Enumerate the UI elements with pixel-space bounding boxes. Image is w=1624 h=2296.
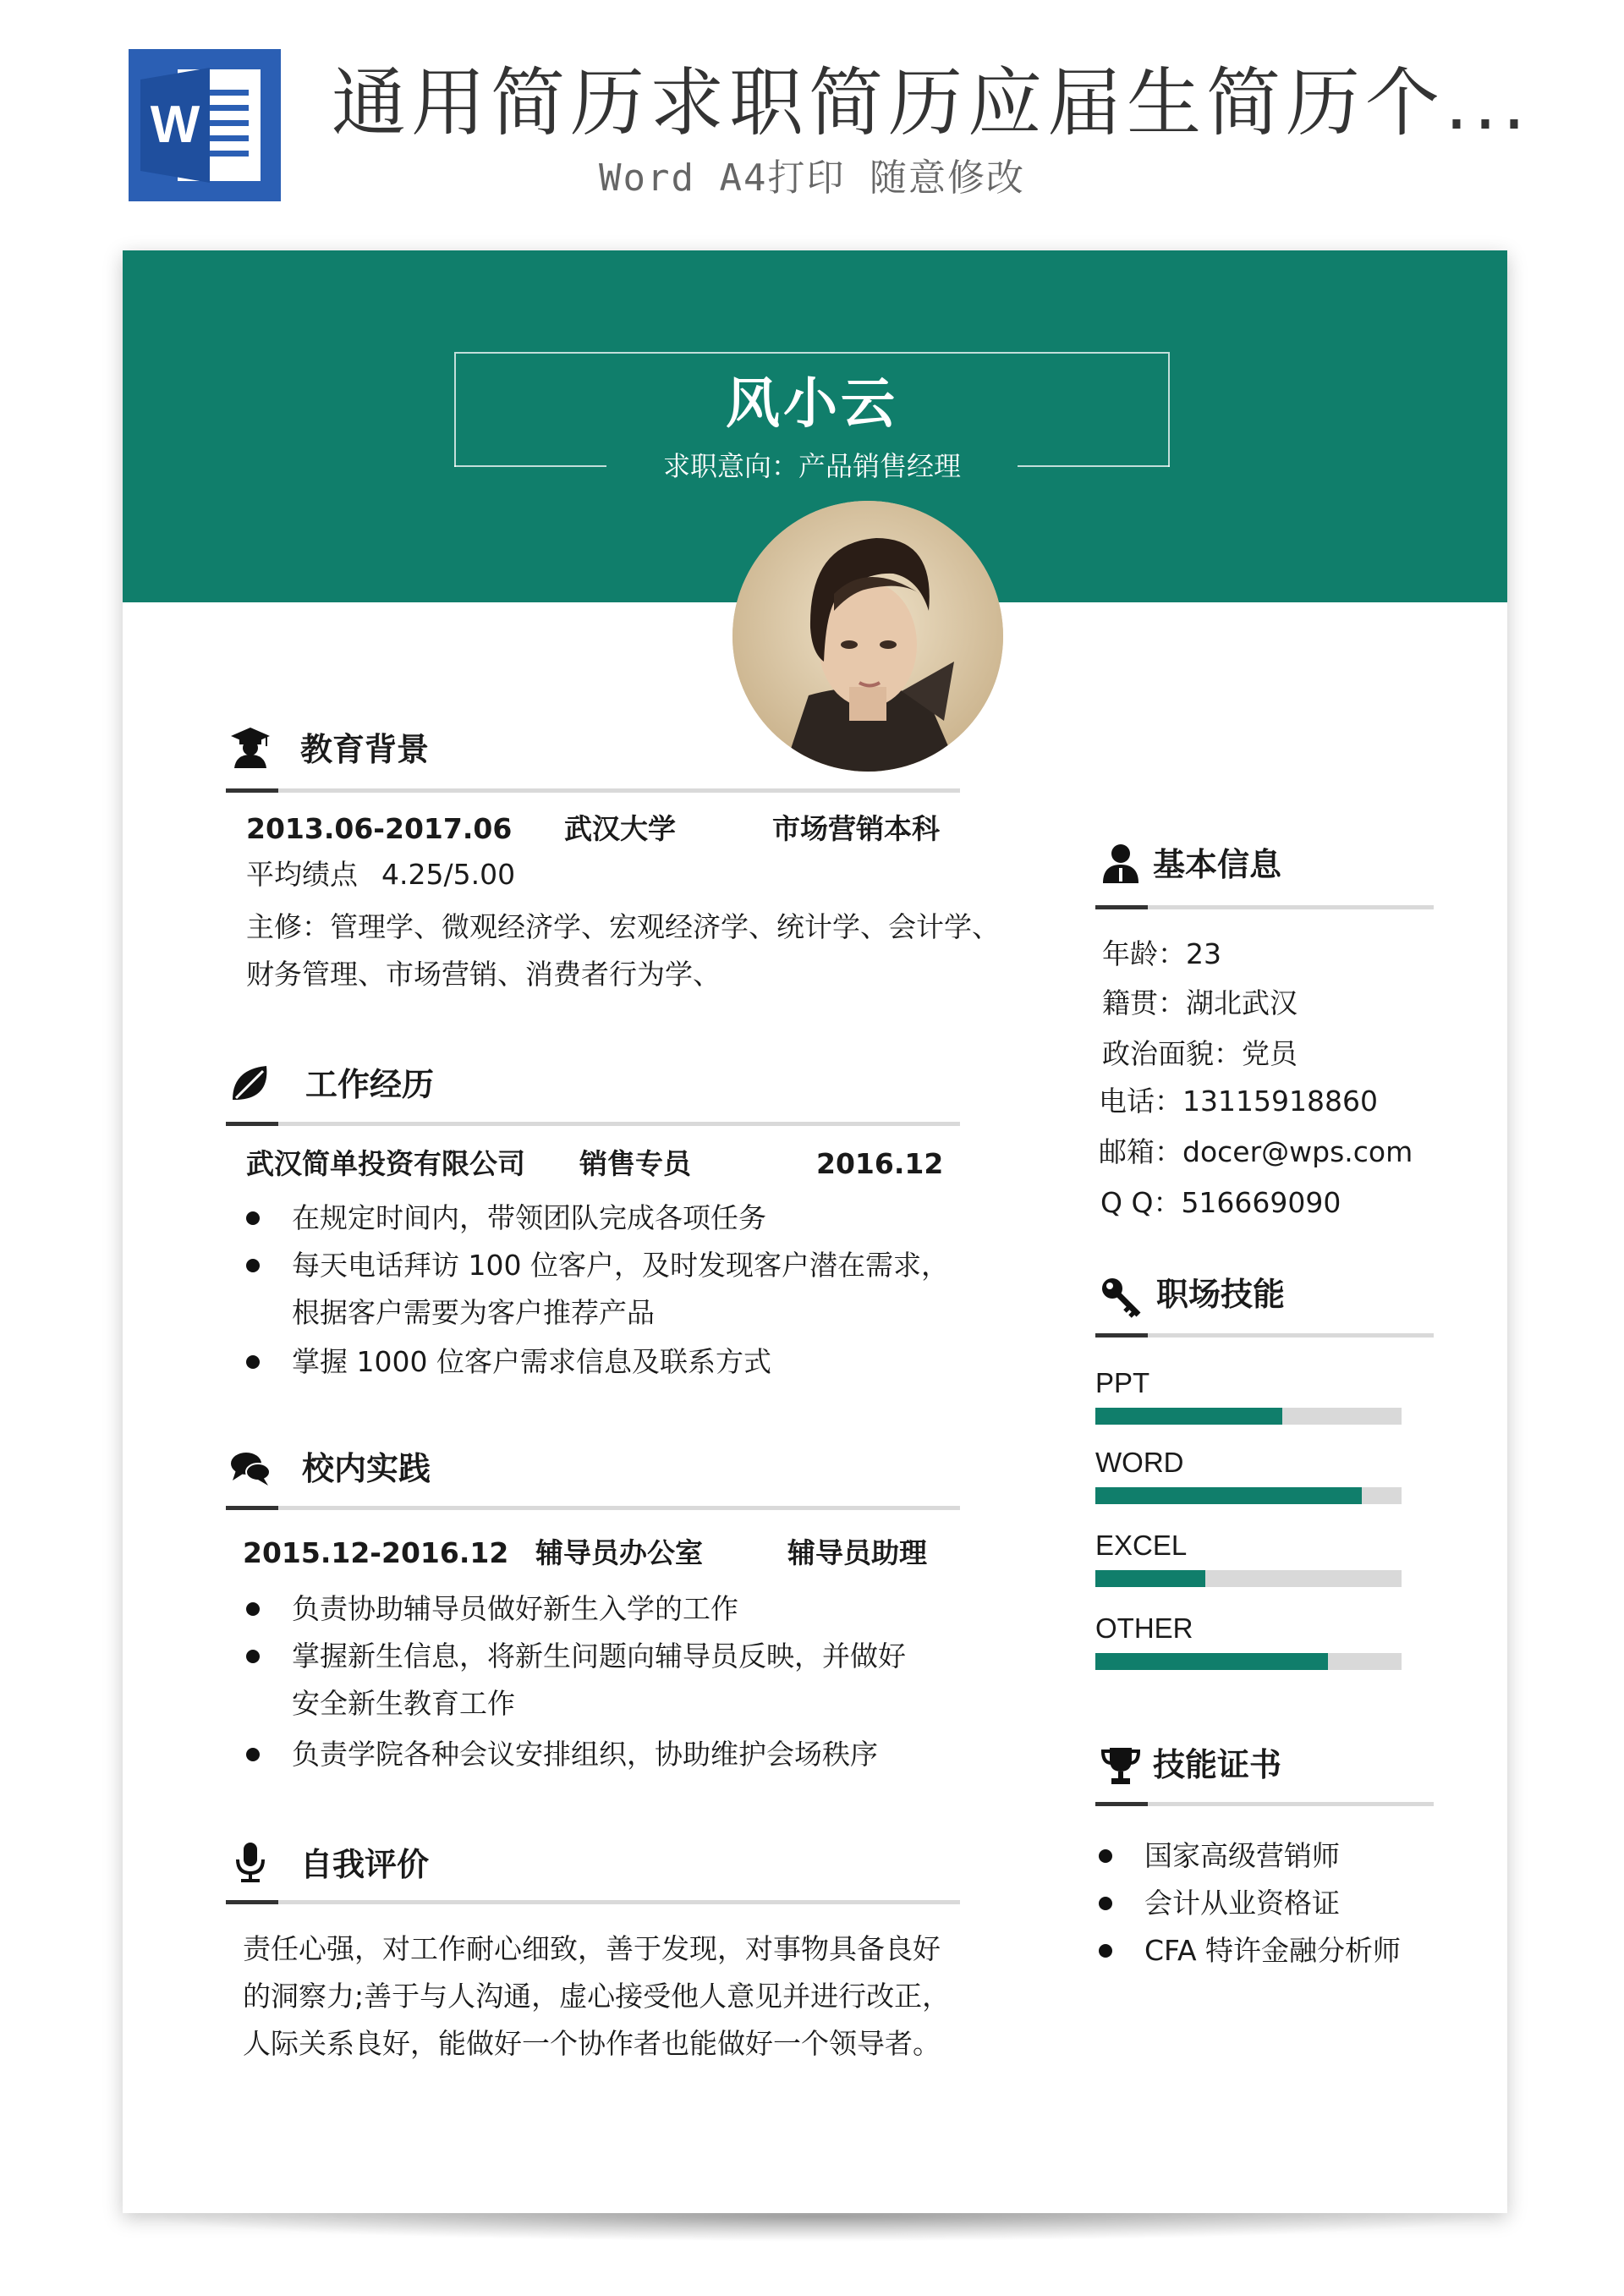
education-major: 市场营销本科 — [772, 812, 940, 845]
self-eval-section-title: 自我评价 — [300, 1846, 430, 1883]
basic-info-section-title: 基本信息 — [1153, 846, 1282, 883]
campus-bullet-1: 负责协助辅导员做好新生入学的工作 — [292, 1592, 738, 1625]
certs-section-title: 技能证书 — [1153, 1746, 1282, 1783]
bullet-dot — [246, 1602, 260, 1616]
skill-name: OTHER — [1095, 1612, 1193, 1644]
info-qq: Q Q：516669090 — [1100, 1186, 1341, 1219]
person-icon — [1100, 843, 1142, 885]
work-bullet-2-line2: 根据客户需要为客户推荐产品 — [292, 1296, 655, 1329]
gpa-value: 4.25/5.00 — [381, 858, 516, 891]
info-phone: 电话：13115918860 — [1099, 1085, 1378, 1118]
work-company: 武汉简单投资有限公司 — [246, 1147, 525, 1180]
campus-bullet-2-line2: 安全新生教育工作 — [292, 1687, 515, 1720]
leaf-icon — [229, 1061, 272, 1103]
work-section-title: 工作经历 — [305, 1066, 435, 1103]
skill-bar-fill — [1095, 1653, 1328, 1670]
education-school: 武汉大学 — [564, 812, 676, 845]
key-icon — [1100, 1276, 1142, 1318]
work-bullet-3: 掌握 1000 位客户需求信息及联系方式 — [292, 1345, 771, 1378]
campus-section-title: 校内实践 — [302, 1450, 431, 1487]
info-email: 邮箱：docer@wps.com — [1099, 1135, 1413, 1168]
bullet-dot — [1099, 1897, 1112, 1910]
skills-divider — [1095, 1333, 1434, 1338]
bullet-dot — [1099, 1849, 1112, 1863]
work-bullet-2-line1: 每天电话拜访 100 位客户，及时发现客户潜在需求， — [292, 1249, 949, 1282]
document-title: 通用简历求职简历应届生简历个... — [332, 59, 1531, 146]
campus-period: 2015.12-2016.12 — [243, 1536, 509, 1569]
trophy-icon — [1100, 1744, 1142, 1787]
self-eval-line2: 的洞察力;善于与人沟通，虚心接受他人意见并进行改正， — [243, 1980, 951, 2013]
education-section-title: 教育背景 — [300, 731, 430, 768]
chat-bubbles-icon — [229, 1447, 272, 1489]
basic-info-divider — [1095, 905, 1434, 909]
skill-name: WORD — [1095, 1447, 1184, 1478]
skill-bar-track — [1095, 1408, 1402, 1425]
word-logo-letter: W — [150, 96, 200, 154]
campus-org: 辅导员办公室 — [535, 1536, 703, 1569]
self-eval-line1: 责任心强，对工作耐心细致，善于发现，对事物具备良好 — [243, 1932, 941, 1965]
microphone-icon — [229, 1841, 272, 1883]
bullet-dot — [246, 1355, 260, 1369]
skills-section-title: 职场技能 — [1156, 1276, 1286, 1313]
skill-bar-fill — [1095, 1408, 1282, 1425]
info-political: 政治面貌：党员 — [1102, 1037, 1298, 1070]
work-bullet-1: 在规定时间内，带领团队完成各项任务 — [292, 1201, 766, 1234]
resume-paper — [123, 250, 1507, 2213]
candidate-name: 风小云 — [726, 373, 898, 436]
self-eval-divider — [226, 1900, 960, 1904]
skill-bar-fill — [1095, 1487, 1362, 1504]
education-divider — [226, 788, 960, 793]
job-intent: 求职意向：产品销售经理 — [662, 450, 961, 482]
skill-name: PPT — [1095, 1367, 1150, 1398]
info-age: 年龄：23 — [1102, 937, 1221, 970]
education-courses-line2: 财务管理、市场营销、消费者行为学、 — [246, 958, 721, 991]
skill-bar-track — [1095, 1487, 1402, 1504]
bullet-dot — [246, 1259, 260, 1272]
document-subtitle: Word A4打印 随意修改 — [599, 157, 1025, 200]
bullet-dot — [1099, 1944, 1112, 1958]
skill-name: EXCEL — [1095, 1530, 1188, 1561]
portrait-photo — [732, 501, 1003, 772]
skill-bar-track — [1095, 1570, 1402, 1587]
avatar — [732, 501, 1003, 772]
work-role: 销售专员 — [579, 1147, 691, 1180]
cert-item-2: 会计从业资格证 — [1144, 1887, 1340, 1920]
self-eval-line3: 人际关系良好，能做好一个协作者也能做好一个领导者。 — [243, 2027, 941, 2060]
education-period: 2013.06-2017.06 — [246, 812, 513, 845]
info-origin: 籍贯：湖北武汉 — [1102, 986, 1298, 1019]
graduate-icon — [229, 726, 272, 768]
certs-divider — [1095, 1802, 1434, 1806]
education-courses-line1: 主修：管理学、微观经济学、宏观经济学、统计学、会计学、 — [246, 910, 1000, 943]
campus-bullet-3: 负责学院各种会议安排组织，协助维护会场秩序 — [292, 1738, 878, 1771]
campus-bullet-2-line1: 掌握新生信息，将新生问题向辅导员反映，并做好 — [292, 1640, 906, 1673]
bullet-dot — [246, 1748, 260, 1761]
campus-role: 辅导员助理 — [787, 1536, 927, 1569]
skill-bar-fill — [1095, 1570, 1205, 1587]
bullet-dot — [246, 1650, 260, 1663]
work-divider — [226, 1122, 960, 1126]
cert-item-1: 国家高级营销师 — [1144, 1839, 1340, 1872]
cert-item-3: CFA 特许金融分析师 — [1144, 1934, 1402, 1967]
gpa-label: 平均绩点 — [246, 858, 358, 891]
campus-divider — [226, 1506, 960, 1510]
bullet-dot — [246, 1211, 260, 1225]
work-date: 2016.12 — [816, 1147, 944, 1180]
skill-bar-track — [1095, 1653, 1402, 1670]
